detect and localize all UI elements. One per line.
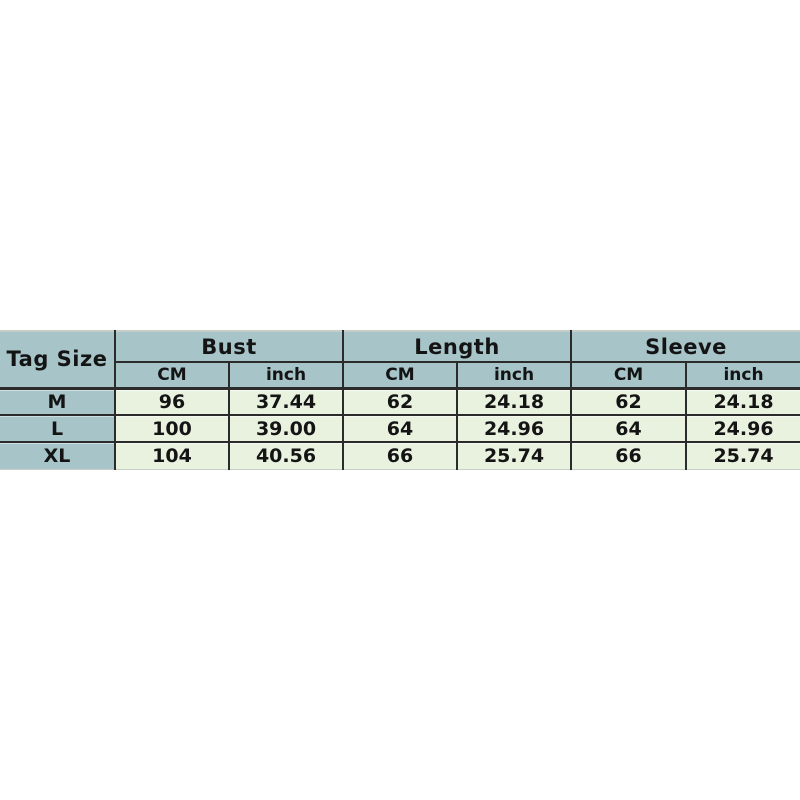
sleeve-inch-value-m: 24.18: [686, 388, 800, 415]
sleeve-cm-value-l: 64: [571, 415, 686, 442]
unit-header-bust-cm: CM: [115, 362, 229, 388]
length-inch-value-l: 24.96: [457, 415, 571, 442]
bust-inch-value-m: 37.44: [229, 388, 343, 415]
bust-cm-value-xl: 104: [115, 442, 229, 469]
sleeve-inch-value-xl: 25.74: [686, 442, 800, 469]
unit-header-bust-inch: inch: [229, 362, 343, 388]
bust-inch-value-l: 39.00: [229, 415, 343, 442]
header-units-row: [0, 362, 800, 388]
header-group-row: [0, 331, 800, 362]
group-header-sleeve: Sleeve: [571, 331, 800, 362]
size-label-xl: XL: [0, 442, 115, 469]
size-label-l: L: [0, 415, 115, 442]
length-cm-value-xl: 66: [343, 442, 457, 469]
size-label-m: M: [0, 388, 115, 415]
length-inch-value-m: 24.18: [457, 388, 571, 415]
table-row-size-m: [0, 388, 800, 415]
length-cm-value-l: 64: [343, 415, 457, 442]
corner-header-tag-size: Tag Size: [0, 331, 115, 388]
unit-header-length-cm: CM: [343, 362, 457, 388]
group-header-bust: Bust: [115, 331, 343, 362]
table-row-size-l: [0, 415, 800, 442]
size-chart-table: [0, 330, 800, 470]
sleeve-inch-value-l: 24.96: [686, 415, 800, 442]
unit-header-sleeve-inch: inch: [686, 362, 800, 388]
group-header-length: Length: [343, 331, 571, 362]
bust-inch-value-xl: 40.56: [229, 442, 343, 469]
unit-header-length-inch: inch: [457, 362, 571, 388]
sleeve-cm-value-m: 62: [571, 388, 686, 415]
bust-cm-value-m: 96: [115, 388, 229, 415]
sleeve-cm-value-xl: 66: [571, 442, 686, 469]
length-inch-value-xl: 25.74: [457, 442, 571, 469]
unit-header-sleeve-cm: CM: [571, 362, 686, 388]
table-row-size-xl: [0, 442, 800, 469]
bust-cm-value-l: 100: [115, 415, 229, 442]
length-cm-value-m: 62: [343, 388, 457, 415]
